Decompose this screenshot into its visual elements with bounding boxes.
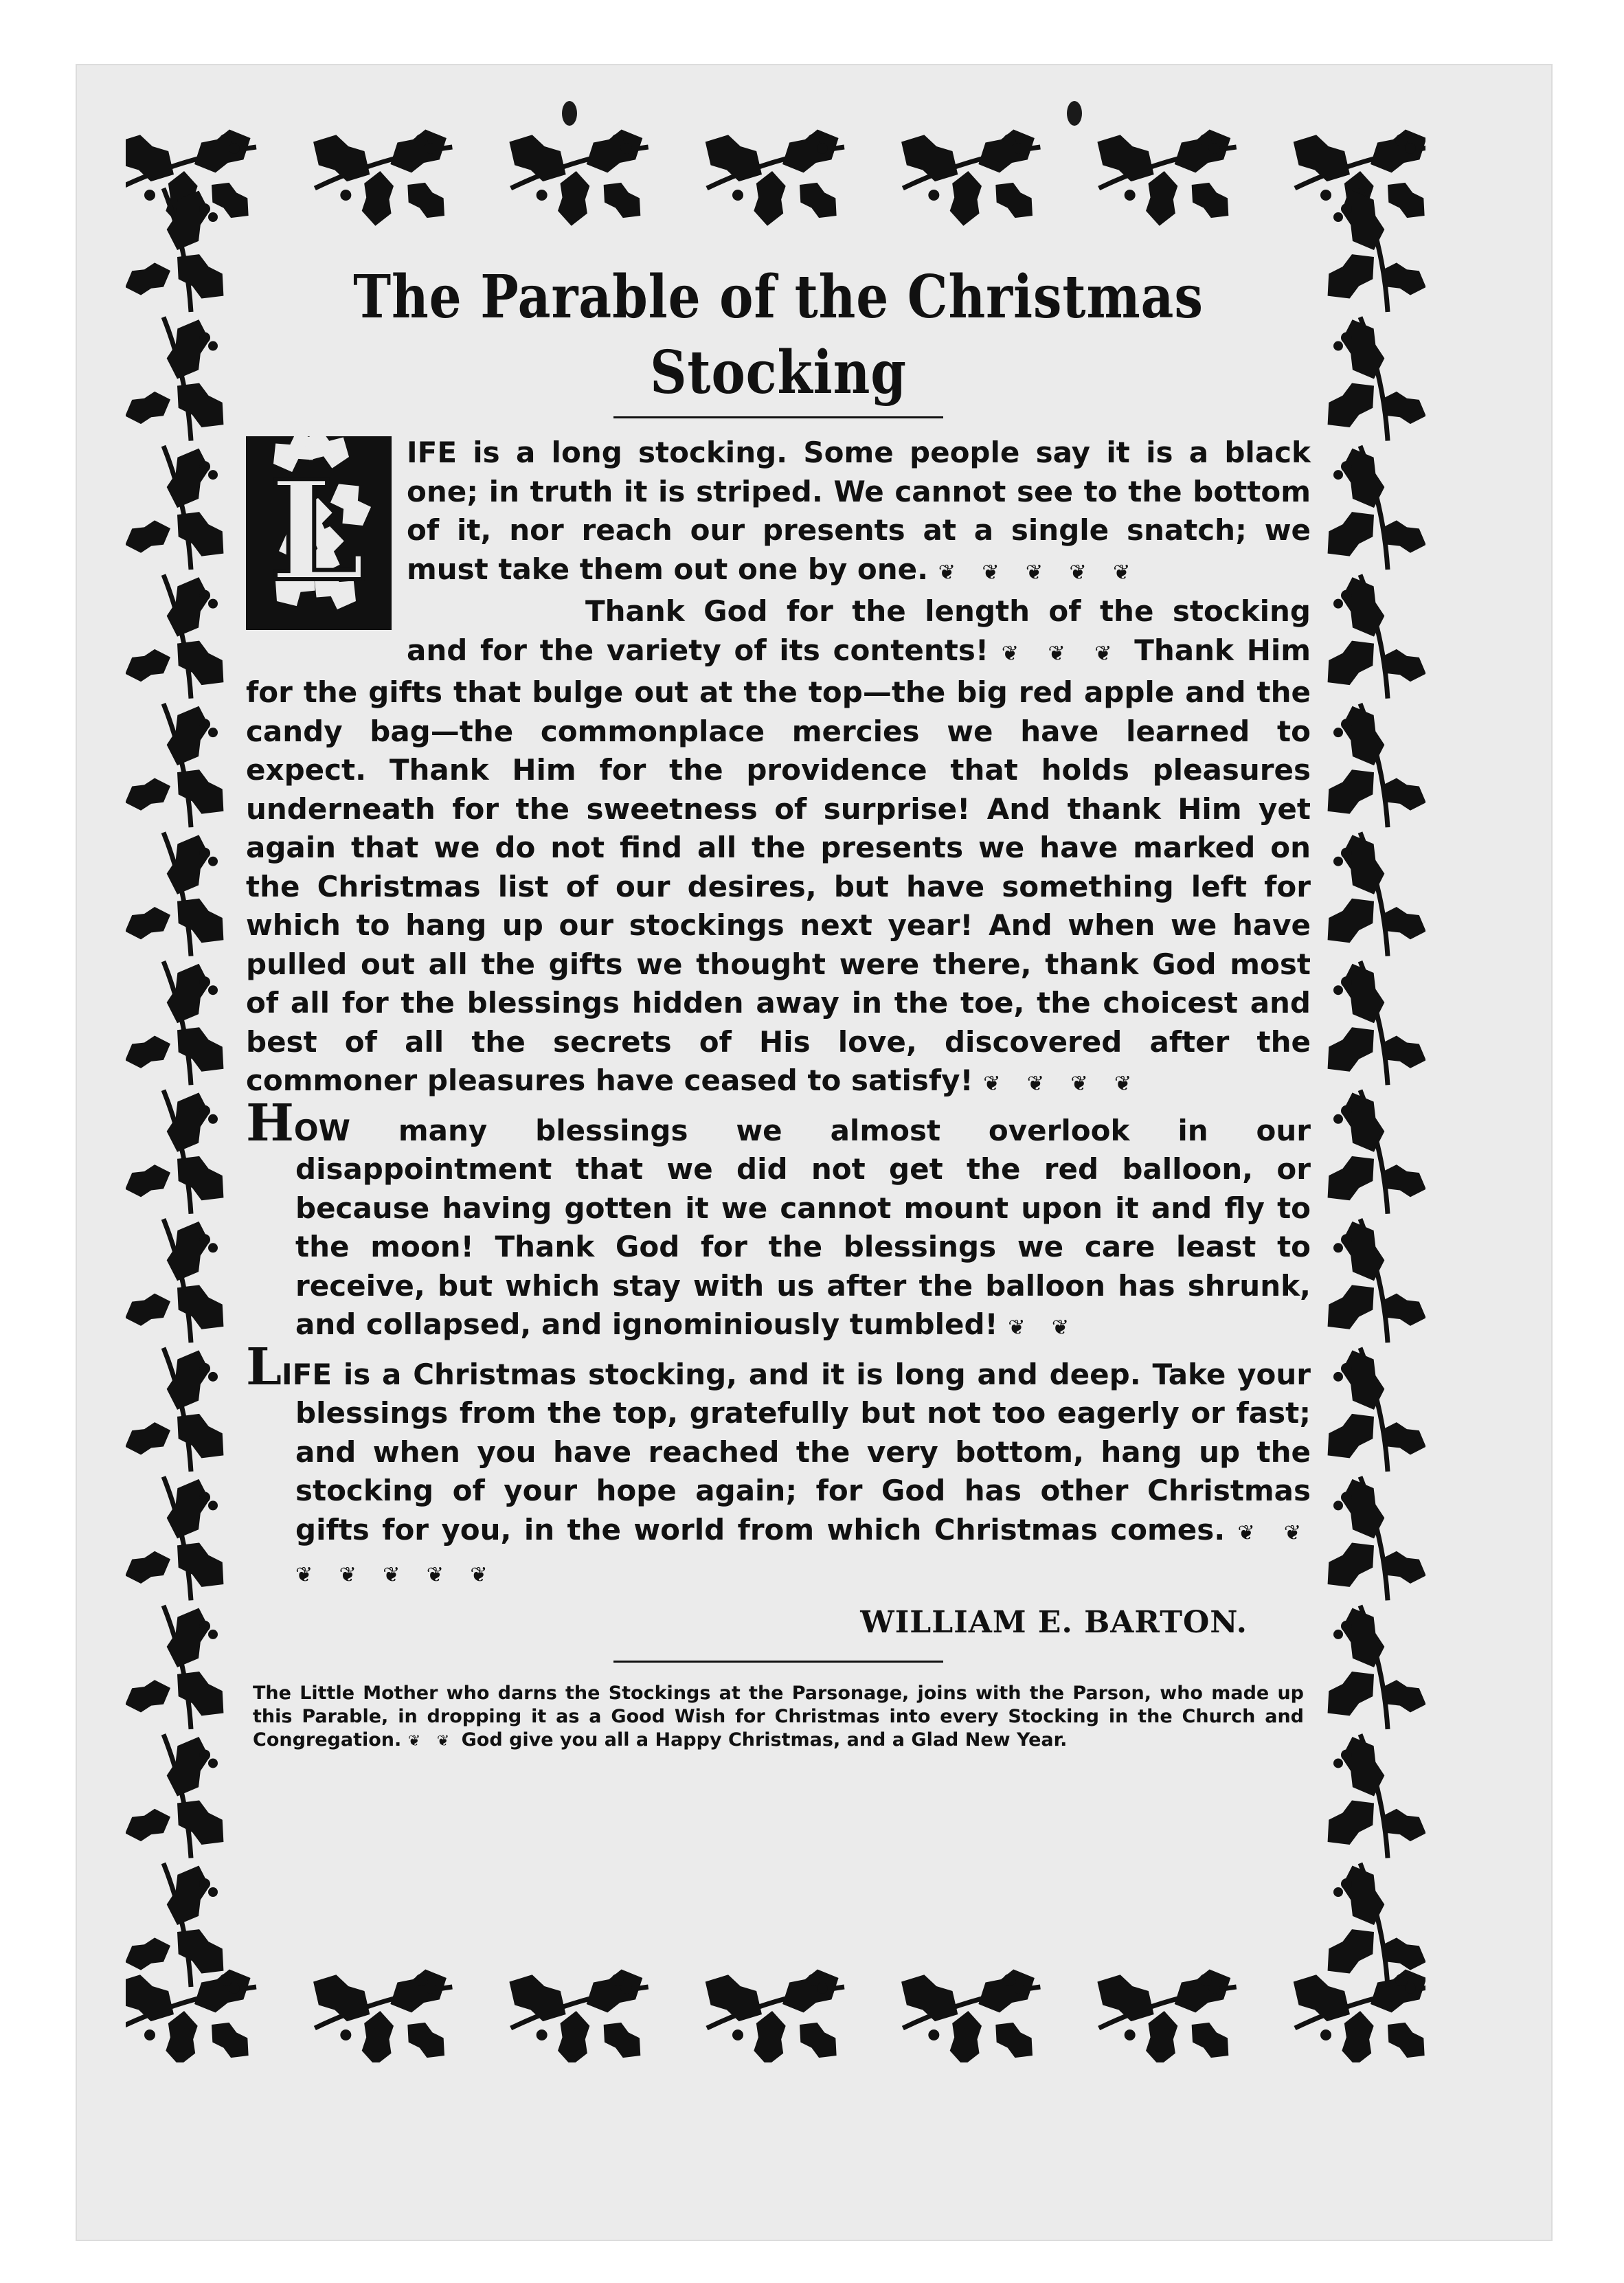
holly-berry-icon — [1341, 848, 1352, 859]
holly-leaf-icon — [596, 175, 649, 226]
holly-berry-icon — [732, 190, 743, 201]
holly-leaf-icon — [1341, 2010, 1375, 2062]
holly-leaf-icon — [987, 175, 1041, 226]
holly-leaf-icon — [1336, 700, 1390, 771]
holly-berry-icon — [1341, 1749, 1352, 1760]
footnote-divider — [613, 1661, 943, 1663]
holly-leaf-icon — [126, 1032, 174, 1072]
holly-berry-icon — [1341, 1492, 1352, 1503]
holly-berry-icon — [208, 470, 218, 480]
holly-berry-icon — [621, 143, 632, 154]
holly-berry-icon — [199, 719, 210, 730]
holly-leaf-icon — [167, 245, 234, 308]
holly-leaf-icon — [1285, 126, 1359, 190]
holly-leaf-icon — [304, 126, 379, 190]
holly-berry-icon — [1405, 1983, 1416, 1994]
holly-leaf-icon — [161, 1731, 215, 1802]
holly-berry-icon — [415, 134, 427, 146]
holly-leaf-icon — [1317, 889, 1384, 953]
holly-leaf-icon — [971, 123, 1041, 179]
holly-leaf-icon — [167, 631, 234, 695]
holly-leaf-icon — [126, 1290, 174, 1330]
holly-leaf-icon — [1336, 1215, 1390, 1286]
holly-leaf-icon — [165, 2010, 199, 2062]
holly-berry-icon — [1003, 134, 1015, 146]
holly-berry-icon — [1333, 985, 1343, 995]
holly-leaf-icon — [167, 760, 234, 824]
holly-berry-icon — [1333, 470, 1343, 480]
holly-leaf-icon — [1317, 1920, 1384, 1983]
holly-sprig-icon: ❦ ❦ ❦ ❦ — [983, 1072, 1142, 1096]
holly-leaf-icon — [126, 1160, 174, 1201]
holly-leaf-icon — [987, 2015, 1041, 2062]
holly-leaf-icon — [383, 123, 453, 179]
holly-leaf-icon — [167, 1147, 234, 1211]
document-body — [246, 260, 1311, 2005]
holly-leaf-icon — [126, 387, 174, 428]
holly-leaf-icon — [126, 774, 174, 814]
holly-leaf-icon — [1317, 1017, 1384, 1081]
holly-leaf-icon — [126, 1676, 174, 1716]
paragraph-4 — [246, 1337, 1311, 1595]
holly-leaf-icon — [167, 1790, 234, 1854]
holly-leaf-icon — [697, 126, 771, 190]
holly-leaf-icon — [892, 126, 967, 190]
holly-berry-icon — [1341, 1621, 1352, 1632]
holly-berry-icon — [199, 1363, 210, 1374]
holly-berry-icon — [1199, 134, 1212, 146]
holly-leaf-icon — [126, 645, 174, 686]
holly-berry-icon — [1333, 1114, 1343, 1124]
holly-berry-icon — [1333, 341, 1343, 351]
holly-leaf-icon — [161, 442, 215, 513]
holly-leaf-icon — [556, 170, 591, 227]
holly-berry-icon — [144, 2029, 155, 2040]
holly-leaf-icon — [1167, 123, 1237, 179]
holly-berry-icon — [1333, 1372, 1343, 1382]
holly-leaf-icon — [1379, 2015, 1425, 2062]
holly-leaf-icon — [161, 1215, 215, 1286]
holly-leaf-icon — [161, 829, 215, 900]
holly-leaf-icon — [161, 958, 215, 1028]
holly-berry-icon — [208, 599, 218, 609]
holly-leaf-icon — [776, 123, 846, 179]
holly-leaf-icon — [126, 1805, 174, 1845]
holly-leaf-icon — [167, 1275, 234, 1339]
holly-leaf-icon — [1317, 502, 1384, 566]
holly-leaf-icon — [1336, 442, 1390, 513]
holly-berry-icon — [340, 2029, 351, 2040]
holly-leaf-icon — [1317, 631, 1384, 695]
holly-leaf-icon — [126, 516, 174, 556]
paragraph-1-text: IFE is a long stocking. Some people say it is a black one; in truth it is striped. We cannot see to the bottom of it, nor reach our presents at a single snatch; we must take them out one by one. — [407, 436, 1311, 586]
holly-berry-icon — [229, 143, 240, 154]
holly-sprig-icon: ❦ ❦ — [407, 1732, 455, 1750]
holly-berry-icon — [1125, 190, 1136, 201]
holly-leaf-icon — [161, 1087, 215, 1158]
holly-leaf-icon — [167, 502, 234, 566]
dropcap-letter: L — [269, 451, 366, 612]
holly-berry-icon — [208, 985, 218, 995]
paragraph-3-initial: H — [246, 1093, 294, 1153]
holly-berry-icon — [1341, 1363, 1352, 1374]
holly-berry-icon — [1320, 190, 1331, 201]
holly-berry-icon — [199, 590, 210, 601]
holly-berry-icon — [1341, 1105, 1352, 1116]
holly-berry-icon — [1341, 976, 1352, 987]
footnote-text-a: The Little Mother who darns the Stockings at the Parsonage, joins with the Parson, who made up this Parable, in dropping it as a Good Wish for Christmas into every Stocking in the Church and Congregation. — [253, 1682, 1304, 1751]
holly-sprig-icon: ❦ ❦ ❦ — [1001, 641, 1122, 666]
holly-leaf-icon — [1336, 1602, 1390, 1673]
holly-berry-icon — [732, 2029, 743, 2040]
holly-berry-icon — [208, 857, 218, 866]
holly-berry-icon — [199, 461, 210, 472]
holly-berry-icon — [199, 333, 210, 344]
holly-berry-icon — [1341, 590, 1352, 601]
holly-leaf-icon — [1184, 2015, 1237, 2062]
holly-berry-icon — [199, 1234, 210, 1245]
footnote — [253, 1682, 1304, 1753]
paragraph-3-text: OW many blessings we almost overlook in our disappointment that we did not get the red balloon, or because having gotten it we cannot mount upon it and fly to the moon! Thank God for the blessings we care least to receive, but which stay with us after the balloon has shrunk, and collapsed, and ignominiously tumbled! — [293, 1113, 1311, 1341]
holly-berry-icon — [1320, 2029, 1331, 2040]
holly-sprig-icon: ❦ ❦ ❦ ❦ ❦ ❦ ❦ — [295, 1520, 1311, 1587]
holly-berry-icon — [1209, 143, 1220, 154]
holly-berry-icon — [1333, 1243, 1343, 1252]
holly-berry-icon — [219, 1974, 232, 1986]
holly-sprig-icon: ❦ ❦ — [1008, 1316, 1079, 1340]
holly-berry-icon — [1333, 599, 1343, 609]
holly-berry-icon — [1333, 212, 1343, 222]
holly-berry-icon — [219, 134, 232, 146]
holly-berry-icon — [1395, 134, 1408, 146]
holly-berry-icon — [1341, 461, 1352, 472]
holly-berry-icon — [199, 1105, 210, 1116]
holly-leaf-icon — [791, 2015, 845, 2062]
holly-leaf-icon — [753, 170, 787, 227]
holly-leaf-icon — [1336, 314, 1390, 385]
holly-leaf-icon — [1336, 572, 1390, 642]
holly-leaf-icon — [1184, 175, 1237, 226]
holly-berry-icon — [928, 2029, 939, 2040]
holly-leaf-icon — [126, 258, 174, 299]
holly-leaf-icon — [501, 126, 575, 190]
holly-leaf-icon — [399, 175, 453, 226]
holly-leaf-icon — [167, 1662, 234, 1726]
holly-leaf-icon — [161, 314, 215, 385]
holly-leaf-icon — [126, 1547, 174, 1588]
holly-berry-icon — [199, 1878, 210, 1889]
holly-leaf-icon — [1336, 1473, 1390, 1544]
holly-berry-icon — [208, 1630, 218, 1639]
paragraph-2 — [246, 592, 1311, 1104]
holly-dropcap-icon — [246, 436, 392, 630]
holly-berry-icon — [1341, 1878, 1352, 1889]
holly-berry-icon — [340, 190, 351, 201]
holly-leaf-icon — [126, 1933, 174, 1974]
holly-leaf-icon — [161, 1860, 215, 1931]
holly-leaf-icon — [1317, 373, 1384, 437]
paragraph-4-text: IFE is a Christmas stocking, and it is long and deep. Take your blessings from the top, gratefully but not too eagerly or fast; and when you have reached the very bottom, hang up the stocking of your hope again; for God has other Christmas gifts for you, in the world from which Christmas comes. — [282, 1357, 1311, 1547]
holly-leaf-icon — [1364, 1963, 1425, 2019]
holly-berry-icon — [1333, 1500, 1343, 1510]
holly-berry-icon — [208, 1372, 218, 1382]
holly-berry-icon — [1013, 143, 1024, 154]
holly-berry-icon — [611, 134, 624, 146]
holly-berry-icon — [199, 203, 210, 214]
holly-berry-icon — [208, 1758, 218, 1768]
holly-berry-icon — [807, 134, 820, 146]
holly-leaf-icon — [188, 123, 258, 179]
holly-leaf-icon — [1336, 1731, 1390, 1802]
holly-leaf-icon — [1317, 760, 1384, 824]
holly-leaf-icon — [949, 170, 983, 227]
holly-leaf-icon — [161, 572, 215, 642]
holly-berry-icon — [144, 190, 155, 201]
holly-leaf-icon — [161, 1602, 215, 1673]
holly-sprig-icon: ❦ ❦ ❦ ❦ ❦ — [938, 560, 1140, 585]
holly-berry-icon — [199, 976, 210, 987]
paragraph-3 — [246, 1093, 1311, 1348]
holly-berry-icon — [199, 848, 210, 859]
holly-leaf-icon — [1336, 958, 1390, 1028]
holly-leaf-icon — [161, 185, 215, 256]
holly-berry-icon — [208, 1500, 218, 1510]
holly-berry-icon — [208, 1243, 218, 1252]
holly-berry-icon — [199, 1492, 210, 1503]
holly-berry-icon — [229, 1983, 240, 1994]
footnote-text-b: God give you all a Happy Christmas, and a Glad New Year. — [461, 1729, 1068, 1751]
paragraph-2-text-b: Thank Him for the gifts that bulge out at the top—the big red apple and the candy bag—the commonplace mercies we have learned to expect. Thank Him for the providence that holds pleasures underneath for the sweetness of surprise! And thank Him yet again that we do not find all the presents we have marked on the Christmas list of our desires, but have something left for which to hang up our stockings next year! And when we have pulled out all the gifts we thought were there, thank God most of all for the blessings hidden away in the toe, the choicest and best of all the secrets of His love, discovered after the commoner pleasures have ceased to satisfy! — [246, 633, 1311, 1097]
holly-leaf-icon — [361, 2010, 395, 2062]
paragraph-4-initial: L — [246, 1337, 282, 1397]
holly-leaf-icon — [753, 2010, 787, 2062]
holly-berry-icon — [425, 143, 436, 154]
holly-leaf-icon — [1336, 185, 1390, 256]
holly-berry-icon — [928, 190, 939, 201]
holly-leaf-icon — [399, 2015, 453, 2062]
holly-leaf-icon — [1317, 1147, 1384, 1211]
holly-leaf-icon — [361, 170, 395, 227]
holly-leaf-icon — [1317, 1533, 1384, 1597]
holly-leaf-icon — [1336, 1087, 1390, 1158]
holly-leaf-icon — [1317, 1790, 1384, 1854]
holly-leaf-icon — [126, 903, 174, 943]
title-divider — [613, 416, 943, 418]
holly-leaf-icon — [1317, 245, 1384, 308]
holly-leaf-icon — [1317, 1662, 1384, 1726]
holly-leaf-icon — [1144, 170, 1179, 227]
holly-berry-icon — [199, 1621, 210, 1632]
paragraph-1 — [246, 434, 1311, 612]
holly-leaf-icon — [1364, 123, 1425, 179]
holly-berry-icon — [1341, 203, 1352, 214]
holly-leaf-icon — [203, 2015, 257, 2062]
document-title: The Parable of the Christmas Stocking — [353, 262, 1204, 407]
holly-berry-icon — [1333, 1887, 1343, 1897]
holly-leaf-icon — [161, 1345, 215, 1415]
dropcap-art — [246, 436, 392, 630]
holly-leaf-icon — [167, 373, 234, 437]
holly-leaf-icon — [161, 1473, 215, 1544]
holly-berry-icon — [208, 1887, 218, 1897]
holly-berry-icon — [817, 143, 828, 154]
holly-berry-icon — [537, 2029, 548, 2040]
holly-berry-icon — [1341, 1234, 1352, 1245]
author-signature: WILLIAM E. BARTON. — [860, 1604, 1248, 1640]
holly-leaf-icon — [556, 2010, 591, 2062]
holly-berry-icon — [1341, 333, 1352, 344]
holly-berry-icon — [208, 341, 218, 351]
holly-leaf-icon — [579, 123, 649, 179]
holly-berry-icon — [1333, 857, 1343, 866]
holly-berry-icon — [199, 1749, 210, 1760]
holly-leaf-icon — [1336, 1860, 1390, 1931]
holly-berry-icon — [1341, 719, 1352, 730]
holly-leaf-icon — [596, 2015, 649, 2062]
holly-leaf-icon — [1336, 1345, 1390, 1415]
holly-leaf-icon — [167, 1533, 234, 1597]
holly-berry-icon — [1333, 1758, 1343, 1768]
holly-berry-icon — [208, 1114, 218, 1124]
paragraph-2-text-a: Thank God for the length of the stocking and for the variety of its contents! — [407, 594, 1311, 667]
holly-leaf-icon — [126, 1418, 174, 1459]
holly-berry-icon — [537, 190, 548, 201]
holly-leaf-icon — [1317, 1404, 1384, 1468]
holly-berry-icon — [1333, 1630, 1343, 1639]
holly-leaf-icon — [1317, 1275, 1384, 1339]
holly-leaf-icon — [161, 700, 215, 771]
holly-leaf-icon — [1089, 126, 1163, 190]
holly-berry-icon — [1395, 1974, 1408, 1986]
holly-berry-icon — [208, 728, 218, 737]
holly-leaf-icon — [949, 2010, 983, 2062]
holly-leaf-icon — [167, 889, 234, 953]
holly-leaf-icon — [167, 1017, 234, 1081]
holly-leaf-icon — [1379, 175, 1425, 226]
holly-berry-icon — [1125, 2029, 1136, 2040]
holly-leaf-icon — [791, 175, 845, 226]
holly-leaf-icon — [1336, 829, 1390, 900]
holly-berry-icon — [1333, 728, 1343, 737]
holly-leaf-icon — [1144, 2010, 1179, 2062]
holly-berry-icon — [1405, 143, 1416, 154]
holly-leaf-icon — [167, 1920, 234, 1983]
holly-berry-icon — [208, 212, 218, 222]
holly-leaf-icon — [167, 1404, 234, 1468]
